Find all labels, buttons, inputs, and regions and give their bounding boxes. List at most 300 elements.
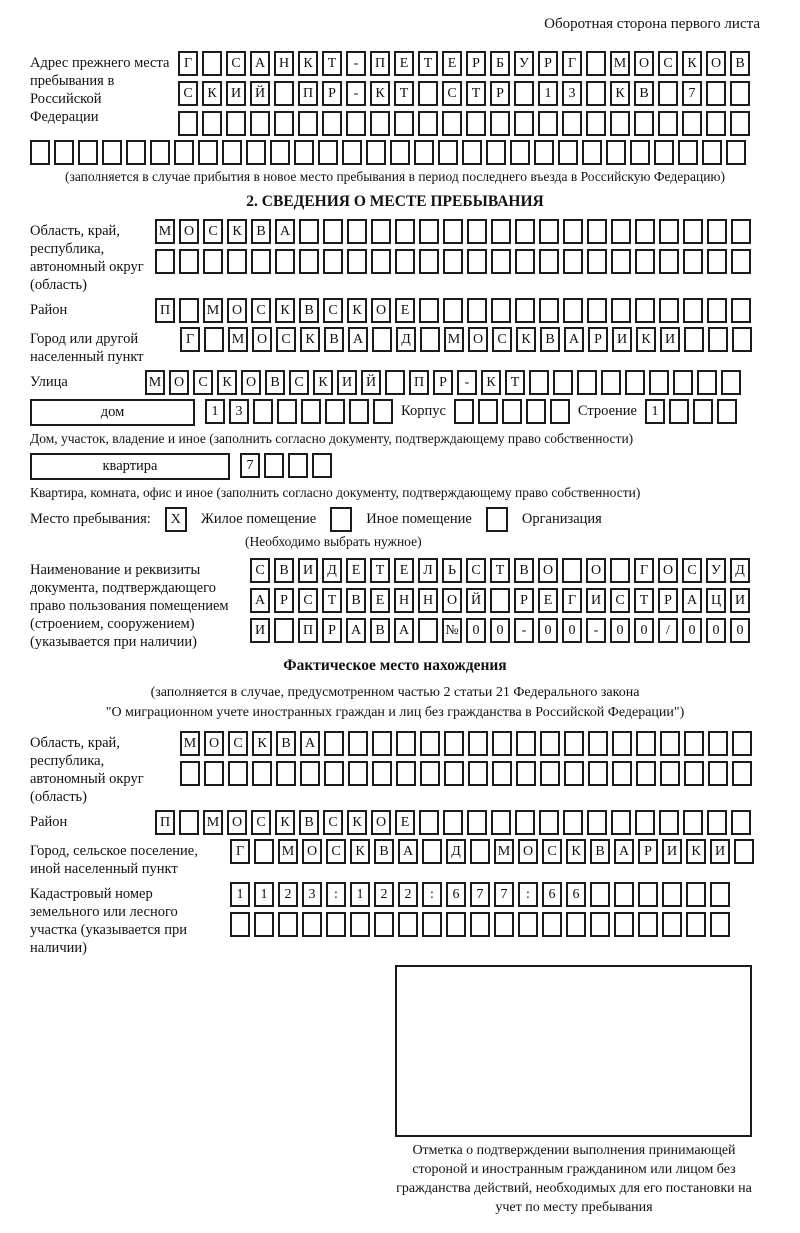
char-box: [587, 219, 607, 244]
char-box: 0: [538, 618, 558, 643]
char-box: В: [540, 327, 560, 352]
char-box: С: [178, 81, 198, 106]
char-box: [514, 111, 534, 136]
char-box: Р: [433, 370, 453, 395]
doc-label: Наименование и реквизиты документа, подтверждающего право пользования помещением (строением, сооружением) (указывается при наличии): [30, 562, 229, 650]
char-box: П: [298, 618, 318, 643]
char-box: [710, 912, 730, 937]
rayon-label: Район: [30, 302, 68, 318]
char-box: М: [278, 839, 298, 864]
char-box: [586, 51, 606, 76]
char-box: М: [494, 839, 514, 864]
char-box: [708, 761, 728, 786]
char-box: О: [586, 558, 606, 583]
char-box: С: [326, 839, 346, 864]
char-box: [312, 453, 332, 478]
char-box: [564, 761, 584, 786]
char-box: А: [682, 588, 702, 613]
char-box: [708, 327, 728, 352]
char-box: С: [226, 51, 246, 76]
char-box: Г: [634, 558, 654, 583]
char-box: С: [466, 558, 486, 583]
char-box: [491, 249, 511, 274]
char-box: [516, 731, 536, 756]
char-box: О: [169, 370, 189, 395]
char-box: [515, 810, 535, 835]
char-box: Г: [562, 51, 582, 76]
char-box: К: [252, 731, 272, 756]
char-box: К: [686, 839, 706, 864]
char-box: 0: [706, 618, 726, 643]
char-box: [174, 140, 194, 165]
char-box: О: [252, 327, 272, 352]
char-box: [178, 111, 198, 136]
char-box: А: [250, 51, 270, 76]
char-box: О: [227, 298, 247, 323]
char-box: [467, 810, 487, 835]
prev-address-label: Адрес прежнего места пребывания в Российской Федерации: [30, 55, 170, 125]
char-box: К: [347, 298, 367, 323]
char-box: Т: [370, 558, 390, 583]
char-box: Й: [466, 588, 486, 613]
char-box: Д: [322, 558, 342, 583]
fact-rayon-group: [30, 810, 760, 835]
char-box: И: [660, 327, 680, 352]
char-box: [202, 111, 222, 136]
kadastr-label: Кадастровый номер земельного или лесного участка (указывается при наличии): [30, 886, 187, 956]
char-box: [566, 912, 586, 937]
prev-address-group: [30, 51, 760, 136]
char-box: [726, 140, 746, 165]
char-box: [558, 140, 578, 165]
char-box: П: [155, 810, 175, 835]
char-box: К: [347, 810, 367, 835]
char-row: [250, 558, 750, 583]
char-box: М: [180, 731, 200, 756]
char-box: Т: [490, 558, 510, 583]
fact-oblast-group: [30, 731, 760, 806]
char-box: [588, 731, 608, 756]
char-box: [366, 140, 386, 165]
char-box: [586, 111, 606, 136]
char-box: [246, 140, 266, 165]
char-box: [373, 399, 393, 424]
char-box: -: [346, 81, 366, 106]
char-box: [734, 839, 754, 864]
char-box: Е: [370, 588, 390, 613]
char-box: [390, 140, 410, 165]
char-box: [126, 140, 146, 165]
char-box: О: [204, 731, 224, 756]
char-box: [348, 761, 368, 786]
char-box: [587, 249, 607, 274]
char-box: 0: [490, 618, 510, 643]
char-box: [611, 810, 631, 835]
char-box: [342, 140, 362, 165]
char-box: [586, 81, 606, 106]
char-box: [514, 81, 534, 106]
char-box: [420, 327, 440, 352]
char-box: [252, 761, 272, 786]
char-box: 2: [398, 882, 418, 907]
char-box: О: [518, 839, 538, 864]
fact-rayon-label: Район: [30, 814, 68, 830]
char-box: [179, 249, 199, 274]
char-box: А: [346, 618, 366, 643]
char-box: В: [730, 51, 750, 76]
char-box: [634, 111, 654, 136]
char-box: [614, 912, 634, 937]
char-box: Р: [490, 81, 510, 106]
fact-gorod-label: Город, сельское поселение, иной населенный пункт: [30, 843, 198, 877]
char-box: [385, 370, 405, 395]
char-row: [230, 882, 730, 907]
char-box: М: [155, 219, 175, 244]
char-box: Т: [322, 588, 342, 613]
char-box: К: [217, 370, 237, 395]
char-box: [470, 839, 490, 864]
char-box: К: [481, 370, 501, 395]
char-box: 0: [634, 618, 654, 643]
char-box: В: [251, 219, 271, 244]
char-box: О: [468, 327, 488, 352]
char-box: 6: [446, 882, 466, 907]
char-box: [683, 219, 703, 244]
char-box: К: [370, 81, 390, 106]
char-box: [682, 111, 702, 136]
char-box: У: [706, 558, 726, 583]
char-box: А: [398, 839, 418, 864]
char-row: [178, 51, 750, 76]
gorod-group: [30, 327, 760, 366]
char-box: [294, 140, 314, 165]
char-box: Р: [514, 588, 534, 613]
char-box: Й: [361, 370, 381, 395]
char-box: В: [299, 810, 319, 835]
char-box: 1: [205, 399, 225, 424]
char-box: С: [323, 810, 343, 835]
char-box: К: [202, 81, 222, 106]
char-box: [630, 140, 650, 165]
char-box: О: [302, 839, 322, 864]
char-box: [539, 219, 559, 244]
char-box: [420, 761, 440, 786]
char-box: [563, 249, 583, 274]
char-box: [540, 761, 560, 786]
char-box: 7: [470, 882, 490, 907]
fact-title: Фактическое место нахождения: [283, 657, 507, 674]
char-box: [251, 249, 271, 274]
char-box: [462, 140, 482, 165]
char-box: [419, 249, 439, 274]
char-box: [274, 618, 294, 643]
char-box: [539, 810, 559, 835]
char-box: Д: [396, 327, 416, 352]
char-box: [673, 370, 693, 395]
dom-row: [30, 399, 760, 426]
char-box: [542, 912, 562, 937]
char-box: С: [658, 51, 678, 76]
char-box: П: [298, 81, 318, 106]
char-row: [250, 618, 750, 643]
char-row-full-width: [30, 140, 760, 165]
char-box: 7: [682, 81, 702, 106]
char-box: Р: [322, 81, 342, 106]
kvartira-box: квартира: [30, 453, 230, 480]
char-box: Е: [442, 51, 462, 76]
char-box: [278, 912, 298, 937]
char-box: Н: [394, 588, 414, 613]
char-box: [478, 399, 498, 424]
char-box: [418, 618, 438, 643]
char-box: [577, 370, 597, 395]
char-box: [587, 298, 607, 323]
char-box: С: [251, 298, 271, 323]
prev-address-caption: (заполняется в случае прибытия в новое место пребывания в период последнего въезда в Российскую Федерацию): [64, 169, 726, 184]
char-box: 1: [254, 882, 274, 907]
char-box: [324, 761, 344, 786]
char-box: [299, 219, 319, 244]
char-box: 6: [542, 882, 562, 907]
char-box: К: [300, 327, 320, 352]
char-box: Б: [490, 51, 510, 76]
char-row: [155, 249, 751, 274]
char-box: 0: [562, 618, 582, 643]
char-box: [635, 298, 655, 323]
char-box: [179, 298, 199, 323]
char-box: 7: [494, 882, 514, 907]
char-box: [550, 399, 570, 424]
char-box: [731, 249, 751, 274]
char-box: В: [514, 558, 534, 583]
char-box: [706, 111, 726, 136]
char-box: Е: [395, 298, 415, 323]
char-row: [178, 81, 750, 106]
char-box: И: [586, 588, 606, 613]
kadastr-group: [30, 882, 760, 957]
char-box: Г: [180, 327, 200, 352]
char-box: С: [298, 588, 318, 613]
char-box: С: [203, 219, 223, 244]
char-row: [250, 588, 750, 613]
char-box: [302, 912, 322, 937]
char-box: [322, 111, 342, 136]
char-box: Й: [250, 81, 270, 106]
char-box: О: [227, 810, 247, 835]
char-box: [443, 249, 463, 274]
char-box: [394, 111, 414, 136]
char-box: Г: [178, 51, 198, 76]
char-box: В: [265, 370, 285, 395]
char-box: [371, 219, 391, 244]
char-box: [662, 912, 682, 937]
char-box: [202, 51, 222, 76]
char-box: [222, 140, 242, 165]
char-box: [660, 761, 680, 786]
char-box: В: [324, 327, 344, 352]
char-box: [301, 399, 321, 424]
char-box: Н: [418, 588, 438, 613]
char-box: [372, 731, 392, 756]
char-box: Е: [395, 810, 415, 835]
char-box: [686, 912, 706, 937]
char-box: [299, 249, 319, 274]
char-box: О: [706, 51, 726, 76]
char-row: [230, 839, 754, 864]
gorod-label: Город или другой населенный пункт: [30, 331, 144, 365]
char-box: К: [350, 839, 370, 864]
char-box: [396, 731, 416, 756]
char-box: [270, 140, 290, 165]
char-box: [372, 327, 392, 352]
char-box: [660, 731, 680, 756]
char-box: [446, 912, 466, 937]
char-box: С: [442, 81, 462, 106]
char-box: [683, 249, 703, 274]
char-box: [562, 111, 582, 136]
char-box: [553, 370, 573, 395]
char-box: [611, 249, 631, 274]
inoe-label: Иное помещение: [366, 511, 472, 527]
char-box: А: [614, 839, 634, 864]
char-box: [443, 219, 463, 244]
char-box: [347, 219, 367, 244]
char-box: [539, 249, 559, 274]
char-box: [614, 882, 634, 907]
char-box: [638, 912, 658, 937]
char-box: [732, 761, 752, 786]
char-box: [515, 219, 535, 244]
char-box: [422, 839, 442, 864]
char-box: 0: [730, 618, 750, 643]
char-box: Л: [418, 558, 438, 583]
char-box: [659, 810, 679, 835]
char-box: [490, 588, 510, 613]
char-box: [277, 399, 297, 424]
char-box: [443, 810, 463, 835]
char-box: [635, 219, 655, 244]
char-box: -: [586, 618, 606, 643]
inoe-checkbox: [330, 507, 352, 532]
char-box: А: [564, 327, 584, 352]
ulitsa-label: Улица: [30, 374, 68, 390]
char-box: :: [518, 882, 538, 907]
char-box: [346, 111, 366, 136]
char-row: [230, 912, 730, 937]
char-box: [732, 731, 752, 756]
stroenie-label: Строение: [577, 403, 637, 419]
char-box: О: [371, 810, 391, 835]
dom-box: дом: [30, 399, 195, 426]
char-box: 1: [350, 882, 370, 907]
char-box: [288, 453, 308, 478]
char-box: Т: [394, 81, 414, 106]
char-box: [203, 249, 223, 274]
char-box: [610, 558, 630, 583]
char-box: [611, 298, 631, 323]
char-box: Т: [418, 51, 438, 76]
char-box: [466, 111, 486, 136]
char-box: 1: [230, 882, 250, 907]
char-box: [230, 912, 250, 937]
char-box: [564, 731, 584, 756]
char-box: [731, 810, 751, 835]
char-box: [324, 731, 344, 756]
stroenie-cells: [645, 399, 737, 424]
char-box: [491, 298, 511, 323]
char-box: А: [250, 588, 270, 613]
char-box: В: [634, 81, 654, 106]
char-box: 1: [538, 81, 558, 106]
section2-title: 2. СВЕДЕНИЯ О МЕСТЕ ПРЕБЫВАНИЯ: [246, 193, 544, 210]
char-box: О: [241, 370, 261, 395]
char-box: [590, 912, 610, 937]
char-box: О: [371, 298, 391, 323]
char-box: Р: [274, 588, 294, 613]
char-row: [155, 298, 751, 323]
char-box: [326, 912, 346, 937]
char-box: 0: [466, 618, 486, 643]
char-box: [730, 81, 750, 106]
char-box: [649, 370, 669, 395]
char-box: Р: [658, 588, 678, 613]
char-box: [539, 298, 559, 323]
char-box: [494, 912, 514, 937]
char-box: О: [538, 558, 558, 583]
char-box: [708, 731, 728, 756]
char-box: [398, 912, 418, 937]
kvartira-row: [30, 453, 760, 480]
char-box: [150, 140, 170, 165]
char-box: И: [226, 81, 246, 106]
char-box: [590, 882, 610, 907]
char-box: [515, 298, 535, 323]
char-box: [298, 111, 318, 136]
char-box: [370, 111, 390, 136]
char-box: [492, 731, 512, 756]
char-box: [638, 882, 658, 907]
char-box: [395, 249, 415, 274]
char-box: А: [275, 219, 295, 244]
char-box: [422, 912, 442, 937]
char-box: К: [682, 51, 702, 76]
char-box: [684, 761, 704, 786]
char-box: С: [193, 370, 213, 395]
char-box: [658, 111, 678, 136]
organizatsiya-checkbox: [486, 507, 508, 532]
char-box: М: [228, 327, 248, 352]
char-box: [419, 298, 439, 323]
char-box: Т: [466, 81, 486, 106]
char-box: [684, 327, 704, 352]
char-box: [697, 370, 717, 395]
char-box: Р: [538, 51, 558, 76]
char-box: П: [409, 370, 429, 395]
char-box: В: [274, 558, 294, 583]
char-box: [684, 731, 704, 756]
char-box: [635, 810, 655, 835]
char-box: 0: [682, 618, 702, 643]
char-box: [180, 761, 200, 786]
char-box: Е: [346, 558, 366, 583]
char-box: О: [179, 219, 199, 244]
char-box: [706, 81, 726, 106]
char-box: [731, 298, 751, 323]
char-box: Ь: [442, 558, 462, 583]
char-box: К: [516, 327, 536, 352]
char-box: :: [422, 882, 442, 907]
char-box: С: [228, 731, 248, 756]
